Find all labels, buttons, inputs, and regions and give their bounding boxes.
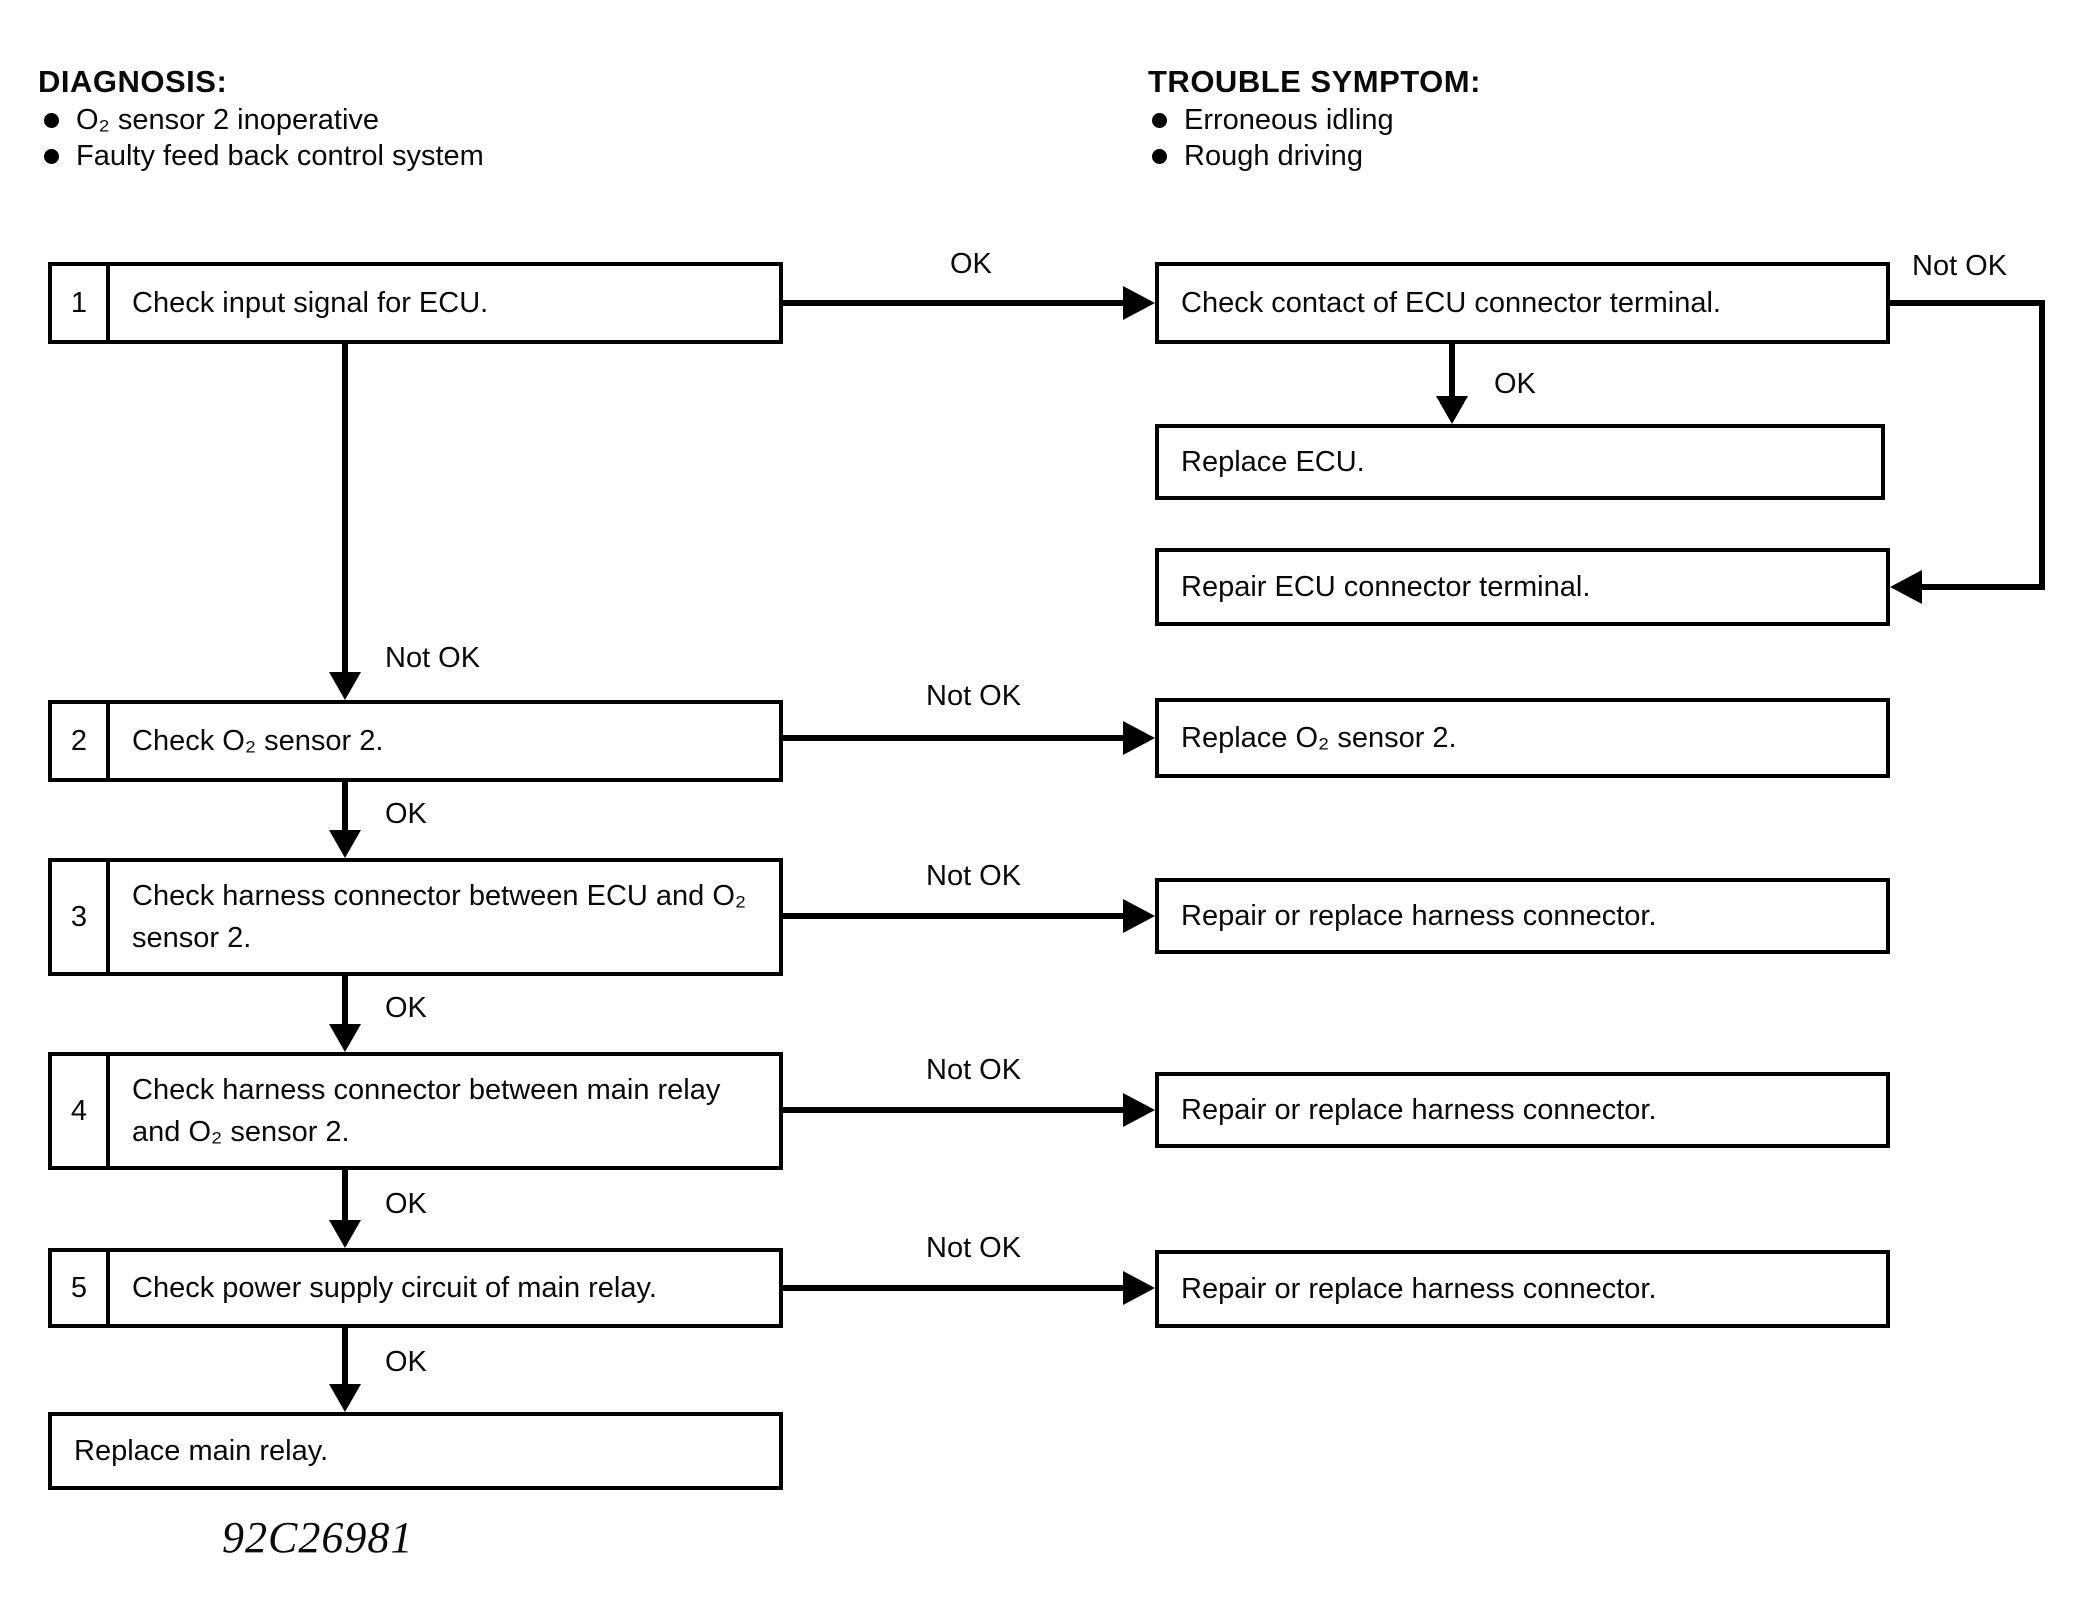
- bullet-icon: [44, 149, 59, 164]
- diagnosis-item: [44, 140, 484, 173]
- check-ecu-contact-box: [1155, 262, 1890, 344]
- step-5-box: [48, 1248, 783, 1328]
- repair-ecu-terminal-box: [1155, 548, 1890, 626]
- arrow-step4-to-repair-harness: [783, 1107, 1125, 1113]
- label-not-ok-step3: Not OK: [926, 860, 1022, 892]
- label-ok-step3: OK: [385, 992, 427, 1024]
- repair-harness-text-2: Repair or replace harness connector.: [1181, 1093, 1657, 1126]
- repair-harness-box-1: [1155, 878, 1890, 954]
- diagnosis-item: [44, 104, 379, 137]
- label-not-ok-step2: Not OK: [926, 680, 1022, 712]
- replace-main-relay-box: [48, 1412, 783, 1490]
- step-3-box: [48, 858, 783, 976]
- arrow-step2-to-replace-o2: [783, 735, 1125, 741]
- arrow-right-icon: [1123, 721, 1155, 755]
- arrow-right-icon: [1123, 899, 1155, 933]
- replace-ecu-box: [1155, 424, 1885, 500]
- trouble-symptom-title: TROUBLE SYMPTOM:: [1148, 64, 1481, 99]
- label-ok-step4: OK: [385, 1188, 427, 1220]
- trouble-symptom-item: [1152, 104, 1394, 137]
- step-5-text: Check power supply circuit of main relay.: [132, 1271, 657, 1304]
- step-2-box: [48, 700, 783, 782]
- trouble-symptom-item-text: Erroneous idling: [1184, 104, 1394, 136]
- step-4-text: Check harness connector between main relay and O₂ sensor 2.: [132, 1073, 721, 1148]
- arrow-left-icon: [1890, 570, 1922, 604]
- arrow-down-icon: [1436, 396, 1468, 424]
- repair-harness-box-2: [1155, 1072, 1890, 1148]
- replace-ecu-text: Replace ECU.: [1181, 445, 1365, 478]
- step-1-text: Check input signal for ECU.: [132, 286, 489, 319]
- arrow-right-icon: [1123, 1271, 1155, 1305]
- check-ecu-contact-text: Check contact of ECU connector terminal.: [1181, 286, 1721, 319]
- bullet-icon: [44, 113, 59, 128]
- arrow-step1-to-step2: [342, 344, 348, 672]
- replace-o2-sensor-text: Replace O₂ sensor 2.: [1181, 721, 1457, 754]
- arrow-step4-to-step5: [342, 1170, 348, 1220]
- repair-harness-box-3: [1155, 1250, 1890, 1328]
- trouble-symptom-item-text: Rough driving: [1184, 140, 1363, 172]
- replace-main-relay-text: Replace main relay.: [74, 1434, 329, 1467]
- step-1-box: [48, 262, 783, 344]
- diagnosis-item-text: O₂ sensor 2 inoperative: [76, 104, 380, 136]
- arrow-down-icon: [329, 1384, 361, 1412]
- repair-harness-text-3: Repair or replace harness connector.: [1181, 1272, 1657, 1305]
- label-ok-step5: OK: [385, 1346, 427, 1378]
- replace-o2-sensor-box: [1155, 698, 1890, 778]
- label-ok-step2: OK: [385, 798, 427, 830]
- arrow-down-icon: [329, 1024, 361, 1052]
- diagnosis-item-text: Faulty feed back control system: [76, 140, 484, 172]
- arrow-step2-to-step3: [342, 782, 348, 830]
- arrow-step5-to-repair-harness: [783, 1285, 1125, 1291]
- arrow-step1-to-check-contact: [783, 300, 1125, 306]
- arrow-step3-to-repair-harness: [783, 913, 1125, 919]
- step-3-number: 3: [52, 862, 110, 972]
- repair-harness-text-1: Repair or replace harness connector.: [1181, 899, 1657, 932]
- step-2-text: Check O₂ sensor 2.: [132, 724, 384, 757]
- label-not-ok-step5: Not OK: [926, 1232, 1022, 1264]
- label-not-ok-step1: Not OK: [385, 642, 481, 674]
- step-4-number: 4: [52, 1056, 110, 1166]
- label-not-ok-step4: Not OK: [926, 1054, 1022, 1086]
- arrow-notok-segment-h1: [1890, 300, 2045, 306]
- arrow-right-icon: [1123, 286, 1155, 320]
- arrow-step3-to-step4: [342, 976, 348, 1024]
- figure-id: 92C26981: [222, 1513, 414, 1562]
- repair-ecu-terminal-text: Repair ECU connector terminal.: [1181, 570, 1591, 603]
- arrow-notok-segment-v: [2039, 300, 2045, 590]
- step-5-number: 5: [52, 1252, 110, 1324]
- arrow-down-icon: [329, 672, 361, 700]
- step-3-text: Check harness connector between ECU and O₂ sensor 2.: [132, 879, 747, 954]
- label-not-ok-check-contact: Not OK: [1912, 250, 2008, 282]
- arrow-down-icon: [329, 830, 361, 858]
- step-1-number: 1: [52, 266, 110, 340]
- arrow-down-icon: [329, 1220, 361, 1248]
- label-ok-check-contact: OK: [1494, 368, 1536, 400]
- diagnosis-title: DIAGNOSIS:: [38, 64, 228, 99]
- arrow-right-icon: [1123, 1093, 1155, 1127]
- bullet-icon: [1152, 149, 1167, 164]
- bullet-icon: [1152, 113, 1167, 128]
- step-4-box: [48, 1052, 783, 1170]
- step-2-number: 2: [52, 704, 110, 778]
- arrow-notok-segment-h2: [1920, 584, 2045, 590]
- trouble-symptom-item: [1152, 140, 1363, 173]
- label-ok-step1: OK: [950, 248, 992, 280]
- arrow-step5-to-replace-main-relay: [342, 1328, 348, 1384]
- arrow-check-contact-to-replace-ecu: [1449, 344, 1455, 396]
